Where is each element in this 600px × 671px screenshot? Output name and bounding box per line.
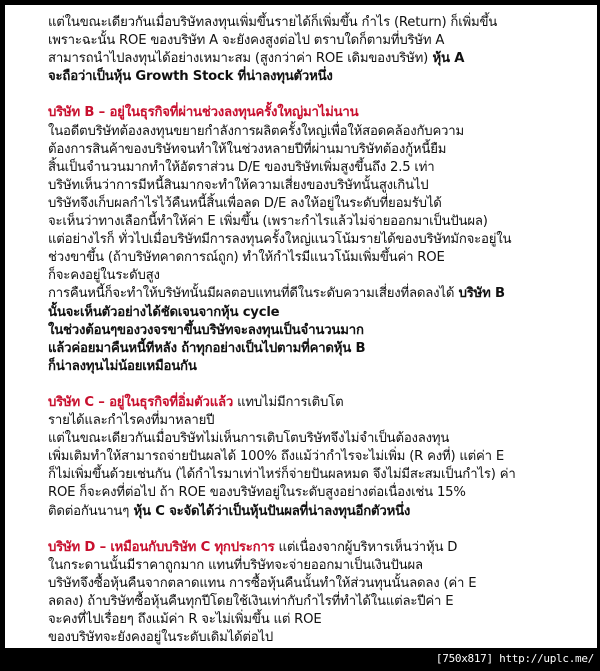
paragraph-line: เพราะฉะนั้น ROE ของบริษัท A จะยังคงสูงต่อไป ตราบใดก็ตามที่บริษัท A — [48, 33, 445, 49]
paragraph-line: ในอดีตบริษัทต้องลงทุนขยายกำลังการผลิตครั้งใหญ่เพื่อให้สอดคล้องกับความ — [48, 123, 464, 139]
image-host-watermark: [750x817] http://uplc.me/ — [435, 652, 594, 665]
bold-emphasis: หุ้น A — [428, 51, 465, 67]
paragraph-line — [48, 285, 593, 303]
paragraph-line: บริษัทจึงเก็บผลกำไรไว้คืนหนี้สิ้นเพื่อลด D/E ลงให้อยู่ในระดับที่ยอมรับได้ — [48, 195, 442, 211]
conclusion-line: ก็น่าลงทุนไม่น้อยเหมือนกัน — [48, 358, 197, 374]
paragraph-line: แต่ในขณะเดียวกันเมื่อบริษัทลงทุนเพิ่มขึ้นรายได้ก็เพิ่มขึ้น กำไร (Return) ก็เพิ่มขึ้น — [48, 15, 498, 30]
paragraph-line: ในกระดานนั้นมีราคาถูกมาก แทนที่บริษัทจะจ่ายออกมาเป็นเงินปันผล — [48, 557, 423, 573]
conclusion-line: นั้นจะเห็นตัวอย่างได้ชัดเจนจากหุ้น cycle — [48, 304, 280, 320]
paragraph-line: ก็จะคงอยู่ในระดับสูง — [48, 268, 160, 284]
conclusion-line: จะถือว่าเป็นหุ้น Growth Stock ที่น่าลงทุนตัวหนึ่ง — [48, 69, 333, 85]
line-text: สามารถนำไปลงทุนได้อย่างเหมาะสม (สูงกว่าค่า ROE เดิมของบริษัท) — [48, 51, 429, 67]
section-heading: บริษัท B – อยู่ในธุรกิจที่ผ่านช่วงลงทุนครั้งใหญ่มาไม่นาน — [48, 105, 359, 121]
paragraph-line: จะคงที่ไปเรื่อยๆ ถึงแม้ค่า R จะไม่เพิ่มขึ้น แต่ ROE — [48, 612, 322, 628]
section-d — [48, 539, 593, 648]
bold-emphasis: บริษัท B — [454, 286, 505, 302]
section-heading: บริษัท D – เหมือนกับบริษัท C ทุกประการ — [48, 539, 275, 555]
conclusion-line: แล้วค่อยมาคืนหนี้ทีหลัง ถ้าทุกอย่างเป็นไปตามที่คาดหุ้น B — [48, 340, 366, 356]
paragraph-line: ของบริษัทจะยังคงอยู่ในระดับเดิมได้ต่อไป — [48, 630, 274, 646]
heading-tail: แทบไม่มีการเติบโต — [233, 394, 344, 410]
conclusion-line: ในช่วงต้อนๆของวงจรขาขึ้นบริษัทจะลงทุนเป็นจำนวนมาก — [48, 322, 364, 338]
paragraph-line: รายได้และกำไรคงที่มาหลายปี — [48, 413, 215, 429]
section-c — [48, 394, 593, 521]
paragraph-line — [48, 503, 593, 521]
paragraph-line: บริษัทเห็นว่าการมีหนี้สินมากจะทำให้ความเสี่ยงของบริษัทนั้นสูงเกินไป — [48, 177, 429, 193]
paragraph-line: จะเห็นว่าทางเลือกนี้ทำให้ค่า E เพิ่มขึ้น (เพราะกำไรแล้วไม่จ่ายออกมาเป็นปันผล) — [48, 214, 488, 230]
document-panel — [5, 5, 597, 648]
line-text: ติดต่อกันนานๆ — [48, 503, 130, 519]
paragraph-line: สิ้นเป็นจำนวนมากทำให้อัตราส่วน D/E ของบริษัทเพิ่มสูงขึ้นถึง 2.5 เท่า — [48, 159, 435, 175]
section-a-tail — [48, 14, 593, 86]
spacer — [48, 86, 593, 104]
paragraph-line — [48, 50, 593, 68]
paragraph-line: แต่ในขณะเดียวกันเมื่อบริษัทไม่เห็นการเติบโตบริษัทจึงไม่จำเป็นต้องลงทุน — [48, 431, 450, 447]
section-heading-line — [48, 539, 593, 557]
bold-emphasis: หุ้น C จะจัดได้ว่าเป็นหุ้นปันผลที่น่าลงทุนอีกตัวหนึ่ง — [129, 503, 411, 519]
paragraph-line: ช่วงขาขึ้น (ถ้าบริษัทคาดการณ์ถูก) ทำให้กำไรมีแนวโน้มเพิ่มขึ้นค่า ROE — [48, 250, 445, 266]
paragraph-line: ROE ก็จะคงที่ต่อไป ถ้า ROE ของบริษัทอยู่ในระดับสูงอย่างต่อเนื่องเช่น 15% — [48, 485, 466, 501]
section-heading: บริษัท C – อยู่ในธุรกิจที่อิ่มตัวแล้ว — [48, 394, 234, 410]
article-body — [48, 14, 593, 647]
spacer — [48, 376, 593, 394]
section-heading-line — [48, 394, 593, 412]
spacer — [48, 521, 593, 539]
paragraph-line: แต่อย่างไรก็ ทั่วไปเมื่อบริษัทมีการลงทุนครั้งใหญ่แนวโน้มรายได้ของบริษัทมักจะอยู่ใน — [48, 232, 512, 248]
paragraph-line: เพิ่มเติมทำให้สามารถจ่ายปันผลได้ 100% ถึงแม้ว่ากำไรจะไม่เพิ่ม (R คงที่) แต่ค่า E — [48, 449, 505, 465]
paragraph-line: ต้องการสินค้าของบริษัทจนทำให้ในช่วงหลายปีที่ผ่านมาบริษัทต้องกู้หนี้ยืม — [48, 141, 447, 157]
heading-tail: แต่เนื่องจากผู้บริหารเห็นว่าหุ้น D — [274, 539, 458, 555]
line-text: การคืนหนี้ก็จะทำให้บริษัทนั้นมีผลตอบแทนที่ดีในระดับความเสี่ยงที่ลดลงได้ — [48, 286, 455, 302]
paragraph-line: ลดลง) ถ้าบริษัทซื้อหุ้นคืนทุกปีโดยใช้เงินเท่ากับกำไรที่ทำได้ในแต่ละปีค่า E — [48, 594, 454, 609]
paragraph-line: บริษัทจึงซื้อหุ้นคืนจากตลาดแทน การซื้อหุ้นคืนนั้นทำให้ส่วนทุนนั้นลดลง (ค่า E — [48, 575, 477, 591]
section-b — [48, 104, 593, 375]
paragraph-line: ก็ไม่เพิ่มขึ้นด้วยเช่นกัน (ได้กำไรมาเท่าไหร่ก็จ่ายปันผลหมด จึงไม่มีสะสมเป็นกำไร) ค่า — [48, 467, 516, 483]
